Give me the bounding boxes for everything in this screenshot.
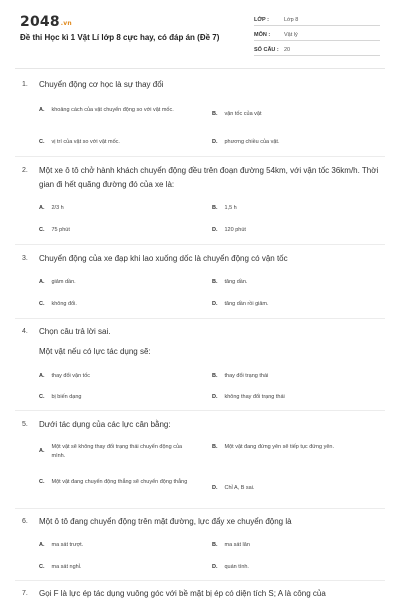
option-label: D.	[212, 227, 218, 233]
option-d[interactable]	[212, 226, 382, 235]
option-text: vận tốc của vật	[224, 111, 262, 117]
question-subtext: Một vật nếu có lực tác dụng sẽ:	[39, 347, 151, 356]
option-d[interactable]	[212, 393, 382, 402]
meta-subject	[254, 29, 380, 41]
option-d[interactable]	[212, 484, 382, 493]
question-separator	[15, 410, 385, 411]
option-a[interactable]	[39, 106, 189, 115]
option-text: 2/3 h	[51, 205, 64, 211]
question-number: 7.	[22, 590, 28, 597]
question-number: 3.	[22, 255, 28, 262]
question-separator	[15, 580, 385, 581]
option-text: Một vật đang đứng yên sẽ tiếp tục đứng yên.	[224, 444, 334, 450]
question-text: Chuyển động của xe đạp khi lao xuống dốc là chuyển động có vận tốc	[39, 254, 288, 263]
option-d[interactable]	[212, 138, 382, 147]
question-text: Một ô tô đang chuyển động trên mặt đường, lực đẩy xe chuyển động là	[39, 517, 292, 526]
option-label: B.	[212, 111, 218, 117]
option-label: A.	[39, 279, 45, 285]
option-label: C.	[39, 301, 45, 307]
meta-label: LỚP :	[254, 17, 269, 23]
question-text: Dưới tác dụng của các lực cân bằng:	[39, 420, 171, 429]
option-text: 1,5 h	[224, 205, 237, 211]
option-a[interactable]	[39, 443, 189, 460]
option-label: B.	[212, 542, 218, 548]
question-number: 4.	[22, 328, 28, 335]
question-text: Chuyển động cơ học là sự thay đổi	[39, 80, 164, 89]
page-title: Đề thi Học kì 1 Vật Lí lớp 8 cực hay, có đáp án (Đề 7)	[20, 33, 220, 42]
option-label: C.	[39, 139, 45, 145]
option-b[interactable]	[212, 110, 382, 119]
option-text: phương chiều của vật.	[224, 139, 280, 145]
question-separator	[15, 156, 385, 157]
option-b[interactable]	[212, 443, 382, 452]
option-label: C.	[39, 394, 45, 400]
option-c[interactable]	[39, 226, 189, 235]
question-number: 2.	[22, 167, 28, 174]
meta-label: MÔN :	[254, 32, 271, 38]
option-b[interactable]	[212, 278, 382, 287]
option-label: A.	[39, 373, 45, 379]
question-separator	[15, 508, 385, 509]
question-number: 1.	[22, 81, 28, 88]
option-label: A.	[39, 205, 45, 211]
option-a[interactable]	[39, 372, 189, 381]
option-label: C.	[39, 479, 45, 485]
option-text: tăng dần.	[224, 279, 248, 285]
option-text: quán tính.	[224, 564, 249, 570]
option-label: C.	[39, 227, 45, 233]
option-label: D.	[212, 394, 218, 400]
option-b[interactable]	[212, 541, 382, 550]
page-header	[0, 0, 400, 70]
option-text: Chỉ A, B sai.	[224, 485, 255, 491]
site-logo[interactable]	[20, 14, 72, 30]
option-label: D.	[212, 564, 218, 570]
option-text: không đổi.	[51, 301, 77, 307]
question-number: 6.	[22, 518, 28, 525]
option-c[interactable]	[39, 300, 189, 309]
option-b[interactable]	[212, 372, 382, 381]
option-text: Một vật sẽ không thay đổi trạng thái chuyển động của mình.	[51, 444, 183, 459]
question-separator	[15, 318, 385, 319]
option-text: giảm dần.	[51, 279, 76, 285]
option-text: không thay đổi trạng thái	[224, 394, 285, 400]
option-label: B.	[212, 205, 218, 211]
option-label: D.	[212, 139, 218, 145]
option-c[interactable]	[39, 393, 189, 402]
meta-value: Lớp 8	[284, 17, 299, 23]
option-label: D.	[212, 485, 218, 491]
option-text: vị trí của vật so với vật mốc.	[51, 139, 120, 145]
option-d[interactable]	[212, 300, 382, 309]
meta-class	[254, 14, 380, 26]
option-label: A.	[39, 107, 45, 113]
question-7	[0, 587, 400, 600]
option-label: D.	[212, 301, 218, 307]
meta-question-count	[254, 44, 380, 56]
option-b[interactable]	[212, 204, 382, 213]
option-text: ma sát nghỉ.	[51, 564, 82, 570]
option-label: B.	[212, 279, 218, 285]
question-separator	[15, 244, 385, 245]
question-text: Gọi F là lực ép tác dụng vuông góc với bề mặt bị ép có diện tích S; A là công của	[39, 589, 326, 598]
option-text: khoảng cách của vật chuyển động so với vật mốc.	[51, 107, 174, 113]
option-a[interactable]	[39, 278, 189, 287]
option-text: Một vật đang chuyển động thẳng sẽ chuyển động thẳng	[51, 479, 188, 485]
option-label: B.	[212, 444, 218, 450]
meta-label: SỐ CÂU :	[254, 47, 279, 53]
option-label: C.	[39, 564, 45, 570]
question-text: Một xe ô tô chở hành khách chuyển động đều trên đoạn đường 54km, với vận tốc 36km/h. Thời gian đi hết quãng đường đó của xe là:	[39, 166, 379, 189]
question-number: 5.	[22, 421, 28, 428]
logo-suffix: .vn	[60, 20, 72, 27]
option-text: thay đổi trạng thái	[224, 373, 269, 379]
option-text: ma sát lăn	[224, 542, 250, 548]
meta-value: Vật lý	[284, 32, 298, 38]
option-d[interactable]	[212, 563, 382, 572]
option-c[interactable]	[39, 478, 189, 487]
option-label: A.	[39, 542, 45, 548]
meta-value: 20	[284, 47, 291, 53]
question-text: Chọn câu trả lời sai.	[39, 327, 111, 336]
option-text: bị biến dạng	[51, 394, 82, 400]
header-divider	[15, 68, 385, 69]
option-text: thay đổi vận tốc	[51, 373, 91, 379]
option-text: tăng dần rồi giảm.	[224, 301, 269, 307]
logo-main: 2048	[20, 14, 60, 30]
option-text: 120 phút	[224, 227, 246, 233]
option-label: B.	[212, 373, 218, 379]
option-c[interactable]	[39, 138, 189, 147]
option-c[interactable]	[39, 563, 189, 572]
option-a[interactable]	[39, 541, 189, 550]
option-text: 75 phút	[51, 227, 70, 233]
option-a[interactable]	[39, 204, 189, 213]
option-text: ma sát trượt.	[51, 542, 84, 548]
option-label: A.	[39, 448, 45, 455]
